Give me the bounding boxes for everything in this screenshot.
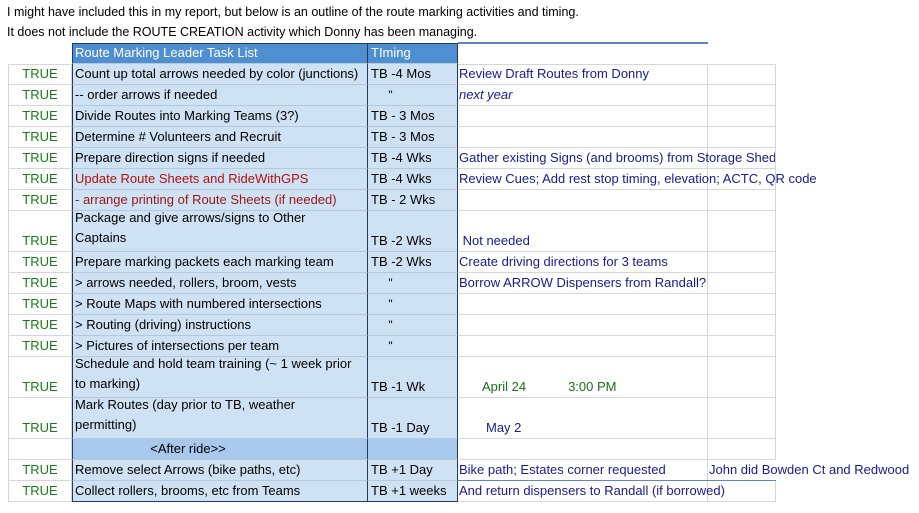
note-cell[interactable]: Bike path; Estates corner requested xyxy=(458,460,708,481)
note-cell[interactable] xyxy=(458,336,708,357)
task-cell[interactable]: - arrange printing of Route Sheets (if needed) xyxy=(72,190,368,211)
flag-cell[interactable]: TRUE xyxy=(8,252,72,273)
timing-cell[interactable]: TB -4 Mos xyxy=(368,64,458,85)
table-row xyxy=(0,127,919,148)
header-timing[interactable]: TIming xyxy=(368,43,458,64)
task-cell[interactable]: > arrows needed, rollers, broom, vests xyxy=(72,273,368,294)
note-cell[interactable] xyxy=(458,106,708,127)
note-cell[interactable] xyxy=(458,315,708,336)
table-row xyxy=(0,148,919,169)
table-row xyxy=(0,85,919,106)
note2-cell[interactable] xyxy=(708,481,776,502)
timing-cell[interactable]: TB -1 Day xyxy=(368,398,458,439)
note-cell[interactable]: Borrow ARROW Dispensers from Randall? xyxy=(458,273,708,294)
timing-cell[interactable]: TB -1 Wk xyxy=(368,357,458,398)
note2-cell[interactable] xyxy=(708,169,776,190)
table-row xyxy=(0,273,919,294)
note-cell[interactable]: May 2 xyxy=(458,398,708,439)
timing-cell[interactable]: " xyxy=(368,273,458,294)
timing-cell[interactable] xyxy=(368,439,458,460)
note-cell[interactable]: Create driving directions for 3 teams xyxy=(458,252,708,273)
timing-cell[interactable]: TB - 3 Mos xyxy=(368,127,458,148)
task-cell[interactable]: > Routing (driving) instructions xyxy=(72,315,368,336)
task-cell[interactable]: Update Route Sheets and RideWithGPS xyxy=(72,169,368,190)
intro-line-2: It does not include the ROUTE CREATION activity which Donny has been managing. xyxy=(7,25,478,39)
flag-cell[interactable]: TRUE xyxy=(8,85,72,106)
flag-cell[interactable]: TRUE xyxy=(8,294,72,315)
flag-cell[interactable]: TRUE xyxy=(8,211,72,252)
timing-cell[interactable]: TB +1 weeks xyxy=(368,481,458,502)
table-row xyxy=(0,481,919,502)
note2-cell[interactable] xyxy=(708,127,776,148)
note-cell[interactable]: Review Cues; Add rest stop timing, elevation; ACTC, QR code xyxy=(458,169,708,190)
task-cell[interactable]: Schedule and hold team training (~ 1 week prior to marking) xyxy=(72,357,368,398)
task-cell[interactable]: Package and give arrows/signs to Other Captains xyxy=(72,211,368,252)
note2-cell[interactable] xyxy=(708,190,776,211)
after-ride-row xyxy=(0,439,919,460)
note2-cell[interactable] xyxy=(708,273,776,294)
note2-cell[interactable]: John did Bowden Ct and Redwood xyxy=(708,460,776,481)
note-cell[interactable] xyxy=(458,190,708,211)
note-cell[interactable]: Not needed xyxy=(458,211,708,252)
note-cell[interactable] xyxy=(458,357,708,398)
header-underline xyxy=(458,42,708,44)
table-header-row xyxy=(0,43,919,64)
task-cell[interactable]: Prepare marking packets each marking team xyxy=(72,252,368,273)
note2-cell[interactable] xyxy=(708,252,776,273)
flag-cell[interactable]: TRUE xyxy=(8,336,72,357)
timing-cell[interactable]: TB - 2 Wks xyxy=(368,190,458,211)
timing-cell[interactable]: TB +1 Day xyxy=(368,460,458,481)
note2-cell[interactable] xyxy=(708,106,776,127)
table-row xyxy=(0,315,919,336)
flag-cell[interactable]: TRUE xyxy=(8,398,72,439)
task-cell[interactable]: Remove select Arrows (bike paths, etc) xyxy=(72,460,368,481)
note2-cell[interactable] xyxy=(708,439,776,460)
training-time: 3:00 PM xyxy=(568,379,617,394)
note-cell[interactable] xyxy=(458,127,708,148)
timing-cell[interactable]: " xyxy=(368,294,458,315)
note-cell[interactable]: And return dispensers to Randall (if borrowed) xyxy=(458,481,708,502)
table-row xyxy=(0,169,919,190)
task-cell[interactable]: Collect rollers, brooms, etc from Teams xyxy=(72,481,368,502)
note2-cell[interactable] xyxy=(708,64,776,85)
table-row xyxy=(0,460,919,481)
task-cell[interactable]: Determine # Volunteers and Recruit xyxy=(72,127,368,148)
table-row xyxy=(0,252,919,273)
table-row xyxy=(0,398,919,439)
task-cell[interactable]: Prepare direction signs if needed xyxy=(72,148,368,169)
timing-cell[interactable]: TB -4 Wks xyxy=(368,148,458,169)
task-cell[interactable]: Divide Routes into Marking Teams (3?) xyxy=(72,106,368,127)
flag-cell[interactable]: TRUE xyxy=(8,148,72,169)
note2-cell[interactable] xyxy=(708,357,776,398)
timing-cell[interactable]: " xyxy=(368,336,458,357)
timing-cell[interactable]: " xyxy=(368,315,458,336)
table-row xyxy=(0,357,919,398)
note-cell[interactable]: Review Draft Routes from Donny xyxy=(458,64,708,85)
task-cell[interactable]: > Pictures of intersections per team xyxy=(72,336,368,357)
note-cell[interactable]: next year xyxy=(458,85,708,106)
flag-cell[interactable]: TRUE xyxy=(8,127,72,148)
timing-cell[interactable]: " xyxy=(368,85,458,106)
timing-cell[interactable]: TB - 3 Mos xyxy=(368,106,458,127)
note-cell[interactable] xyxy=(458,439,708,460)
table-row xyxy=(0,294,919,315)
note2-cell[interactable] xyxy=(708,336,776,357)
intro-line-1: I might have included this in my report, but below is an outline of the route marking activities and timing. xyxy=(7,5,579,19)
note-cell[interactable] xyxy=(458,294,708,315)
table-row xyxy=(0,64,919,85)
task-cell[interactable]: > Route Maps with numbered intersections xyxy=(72,294,368,315)
task-cell[interactable]: -- order arrows if needed xyxy=(72,85,368,106)
flag-cell[interactable]: TRUE xyxy=(8,64,72,85)
training-date: April 24 xyxy=(482,379,527,394)
flag-cell[interactable]: TRUE xyxy=(8,460,72,481)
after-ride-label[interactable]: <After ride>> xyxy=(72,439,368,460)
note2-cell[interactable] xyxy=(708,294,776,315)
flag-cell[interactable]: TRUE xyxy=(8,315,72,336)
note2-cell[interactable] xyxy=(708,211,776,252)
flag-cell[interactable]: TRUE xyxy=(8,273,72,294)
note2-cell[interactable] xyxy=(708,85,776,106)
flag-cell[interactable]: TRUE xyxy=(8,357,72,398)
note2-cell[interactable] xyxy=(708,148,776,169)
flag-cell[interactable]: TRUE xyxy=(8,106,72,127)
timing-cell[interactable]: TB -2 Wks xyxy=(368,211,458,252)
task-cell[interactable]: Count up total arrows needed by color (junctions) xyxy=(72,64,368,85)
table-row xyxy=(0,211,919,252)
note-cell[interactable]: Gather existing Signs (and brooms) from Storage Shed xyxy=(458,148,708,169)
note2-cell[interactable] xyxy=(708,315,776,336)
flag-cell[interactable] xyxy=(8,439,72,460)
task-cell[interactable]: Mark Routes (day prior to TB, weather permitting) xyxy=(72,398,368,439)
table-row xyxy=(0,106,919,127)
flag-cell[interactable]: TRUE xyxy=(8,190,72,211)
timing-cell[interactable]: TB -2 Wks xyxy=(368,252,458,273)
note2-cell[interactable] xyxy=(708,398,776,439)
header-task[interactable]: Route Marking Leader Task List xyxy=(72,43,368,64)
timing-cell[interactable]: TB -4 Wks xyxy=(368,169,458,190)
flag-cell[interactable]: TRUE xyxy=(8,169,72,190)
flag-cell[interactable]: TRUE xyxy=(8,481,72,502)
